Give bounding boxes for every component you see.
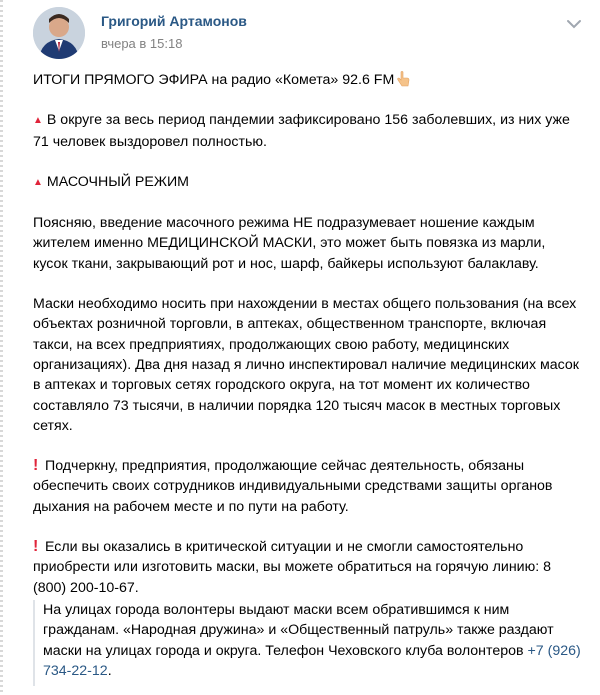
repost-body: На улицах города волонтеры выдают маски всем обратившимся к ним гражданам. «Народная дружина» и «Общественный патруль» также раздают маски на улицах города и округа. Телефон Чеховского клуба волонтеров — [43, 602, 554, 659]
edge-marker — [0, 0, 3, 695]
warning-triangle-icon: ▲ — [33, 115, 43, 127]
paragraph-employers — [33, 456, 581, 517]
employers-text: Подчеркну, предприятия, продолжающие сейчас деятельность, обязаны обеспечить своих сотрудников индивидуальными средствами защиты органов дыхания на рабочем месте и по пути на работу. — [33, 458, 553, 515]
repost-tail: . — [107, 662, 112, 679]
repost-text — [33, 600, 581, 681]
warning-triangle-icon: ▲ — [33, 176, 43, 188]
repost-block — [33, 600, 581, 681]
avatar-image — [33, 7, 85, 59]
paragraph-stats — [33, 110, 581, 152]
exclamation-icon: ! — [33, 457, 39, 475]
heading-text: МАСОЧНЫЙ РЕЖИМ — [46, 173, 189, 190]
paragraph-hotline — [33, 537, 581, 598]
repost-bar — [33, 600, 35, 686]
stats-text: В округе за весь период пандемии зафиксировано 156 заболевших, из них уже 71 человек выздоровел полностью. — [33, 112, 570, 150]
phone-link[interactable]: +7 (926) 734-22-12 — [43, 642, 581, 679]
post-title-line — [33, 70, 581, 90]
heading-line — [33, 172, 581, 193]
hotline-text: Если вы оказались в критической ситуации и не смогли самостоятельно приобрести или изготовить маски, вы можете обратиться на горячую линию: 8 (800) 200-10-67. — [33, 539, 552, 596]
paragraph-rules: Маски необходимо носить при нахождении в местах общего пользования (на всех объектах розничной торговли, в аптеках, общественном транспорте, включая такси, на всех предприятиях, продолжающих свою работу, медицинских организациях). Два дня назад я лично инспектировал наличие медицинских масок в аптеках и торговых сетях городского округа, на тот момент их количество составляло 73 тысячи, в наличии порядка 120 тысяч масок в местных торговых сетях. — [33, 296, 579, 434]
paragraph-explain: Поясняю, введение масочного режима НЕ подразумевает ношение каждым жителем именно МЕДИЦИНСКОЙ МАСКИ, это может быть повязка из марли, кусок ткани, закрывающий рот и нос, шарф, байкеры используют балаклаву. — [33, 215, 546, 272]
author-name[interactable]: Григорий Артамонов — [101, 13, 247, 29]
post-header — [0, 0, 600, 70]
post-date[interactable]: вчера в 15:18 — [101, 36, 183, 51]
post-title: ИТОГИ ПРЯМОГО ЭФИРА на радио «Комета» 92.6 FM — [33, 72, 395, 88]
exclamation-icon: ! — [33, 538, 39, 556]
avatar[interactable] — [33, 7, 85, 59]
chevron-down-icon[interactable] — [564, 14, 584, 34]
post-text — [33, 70, 581, 598]
pointing-down-icon — [396, 71, 410, 87]
